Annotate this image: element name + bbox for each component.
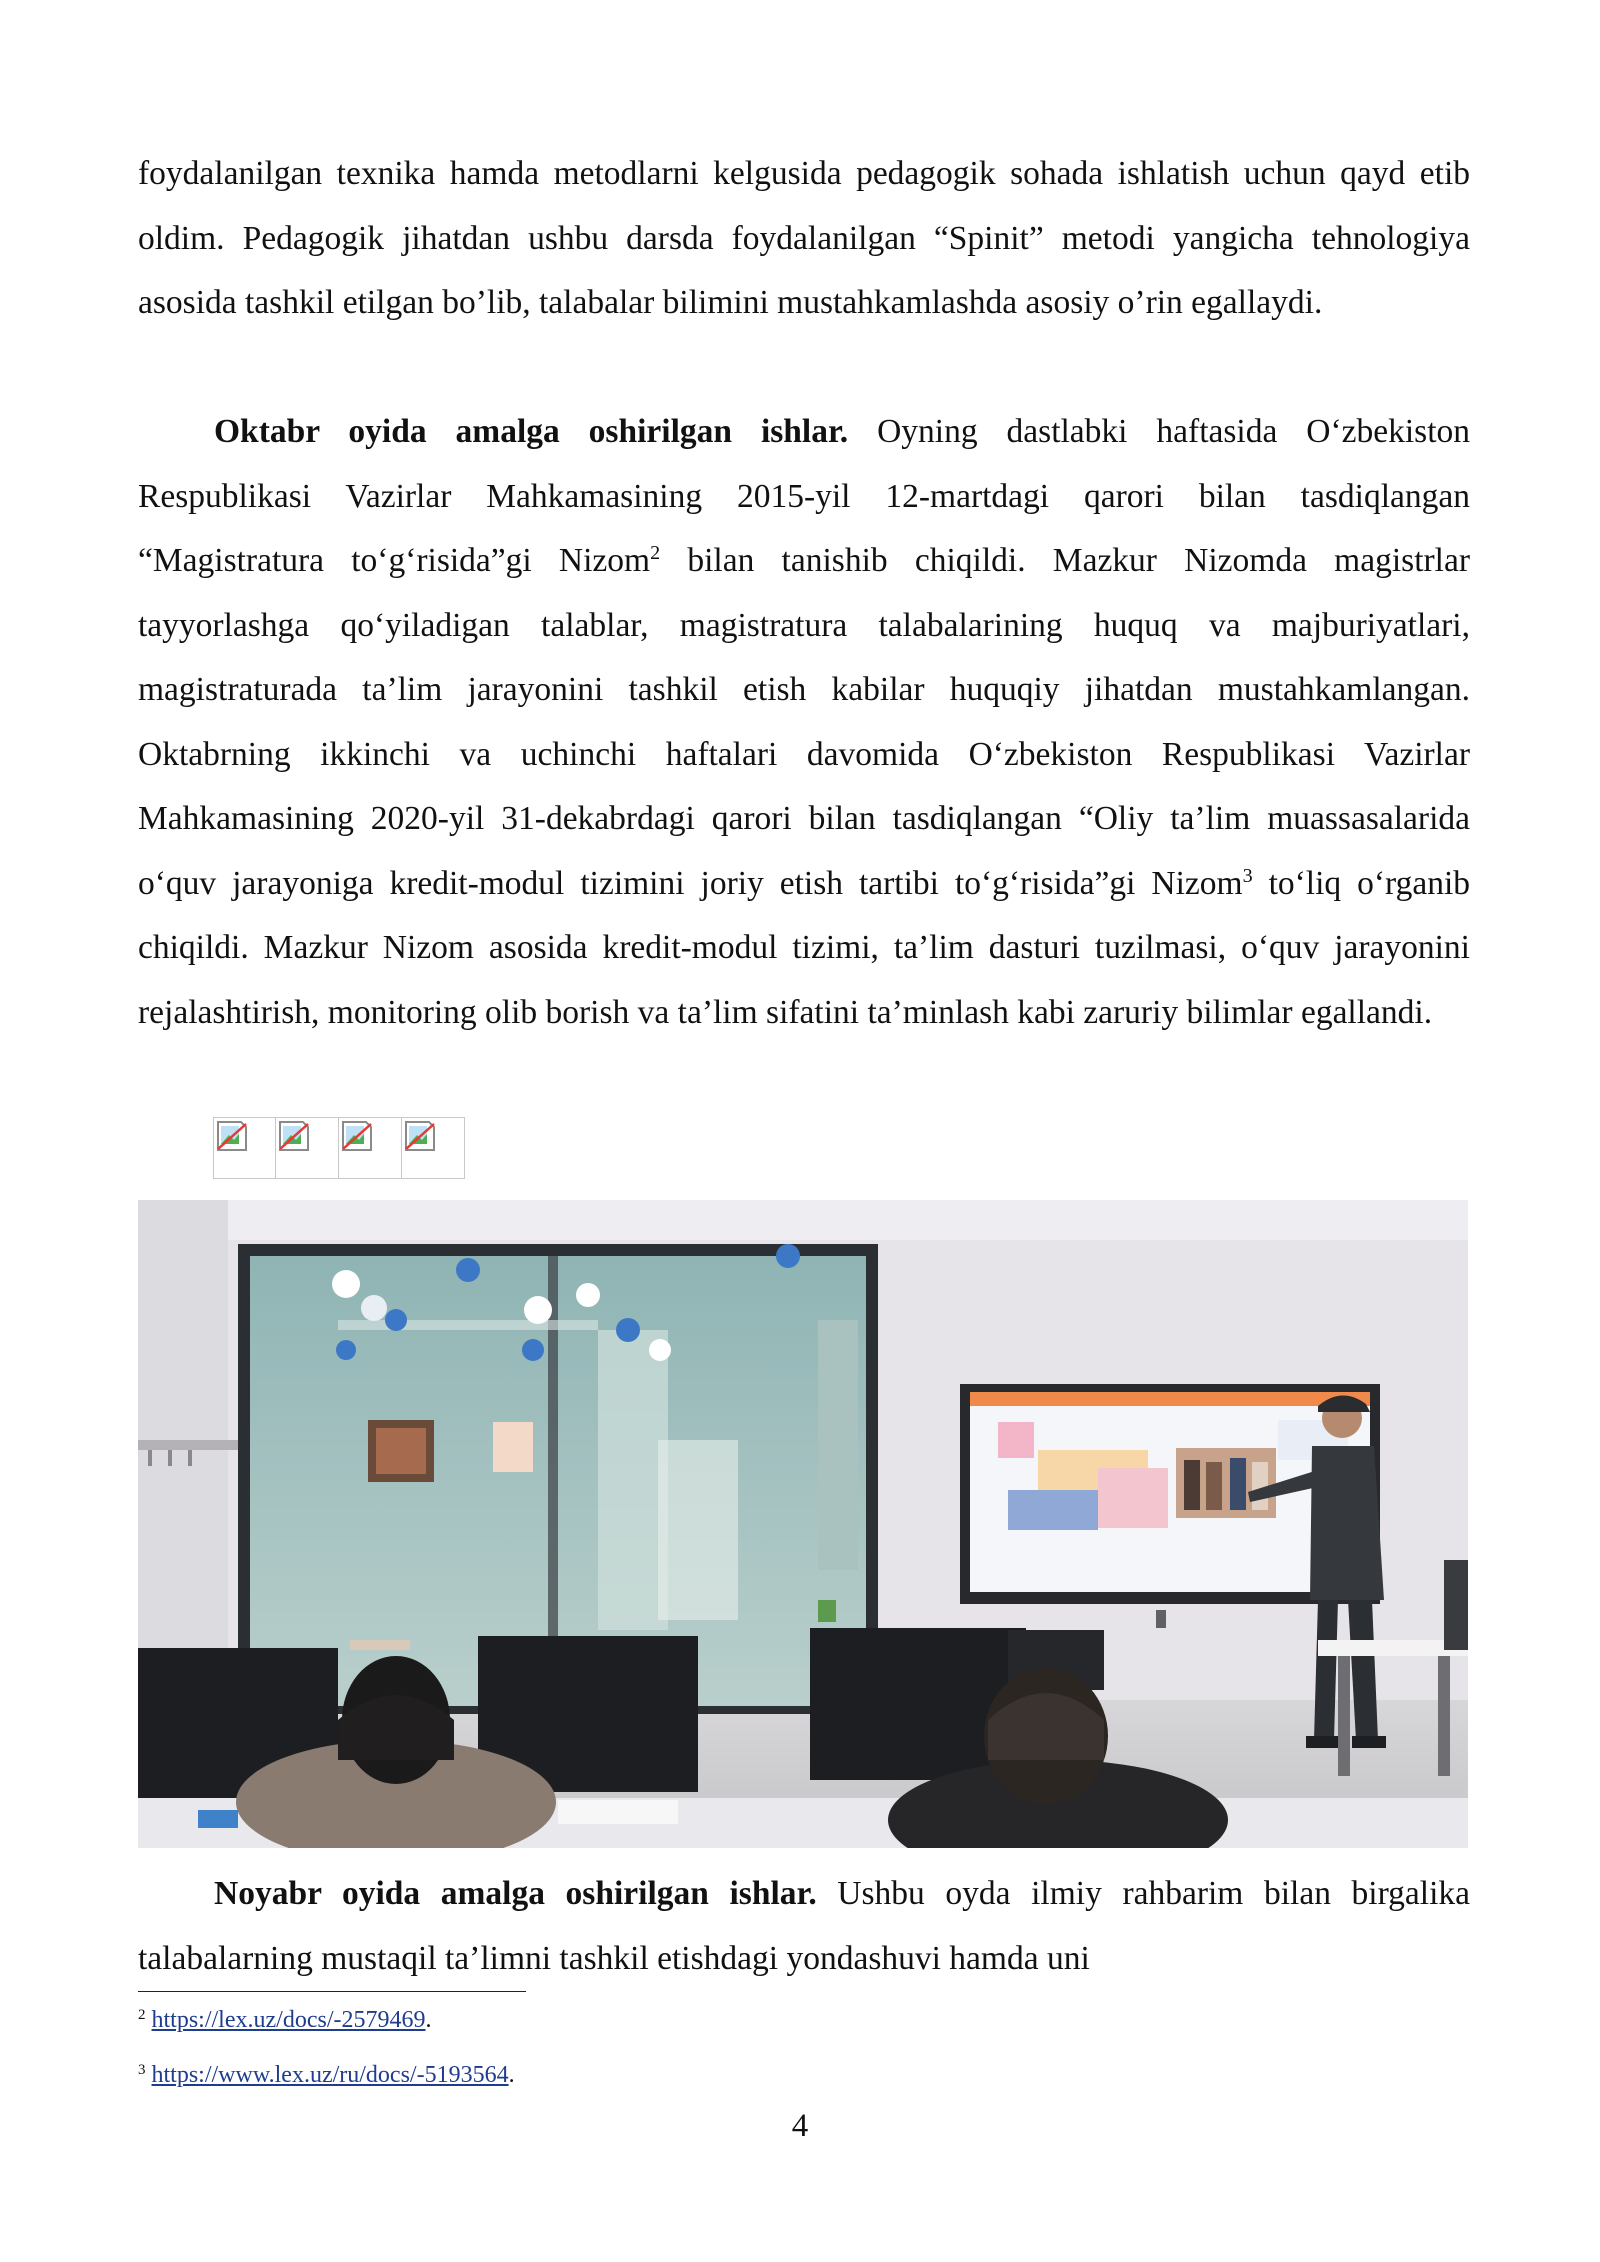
footnote-ref-2[interactable]: 2 [650,541,661,564]
page-number: 4 [791,2108,809,2144]
footnote-tail: . [508,2062,515,2088]
october-text-c: to‘liq o‘rganib chiqildi. Mazkur Nizom asosida kredit-modul tizimi, ta’lim dasturi tuzilmasi, o‘quv jarayonini rejalashtirish, monitoring olib borish va ta’lim sifatini ta’minlash kabi zaruriy bilimlar egallandi. [138,864,1470,1031]
october-heading: Oktabr oyida amalga oshirilgan ishlar. [214,413,849,450]
footnote-mark: 3 [138,2062,146,2078]
footnote-link[interactable]: https://lex.uz/docs/-2579469 [151,2007,426,2033]
footnote-ref-3[interactable]: 3 [1242,864,1253,887]
paragraph-intro-text: foydalanilgan texnika hamda metodlarni kelgusida pedagogik sohada ishlatish uchun qayd etib oldim. Pedagogik jihatdan ushbu darsda foydalanilgan “Spinit” metodi yangicha tehnologiya asosida tashkil etilgan bo’lib, talabalar bilimini mustahkamlashda asosiy o’rin egallaydi. [138,155,1470,321]
footnote-link[interactable]: https://www.lex.uz/ru/docs/-5193564 [151,2062,509,2088]
october-text-b: bilan tanishib chiqildi. Mazkur Nizomda magistrlar tayyorlashga qo‘yiladigan talablar, magistratura talabalarining huquq va majburiyatlari, magistraturada ta’lim jarayonini tashkil etish kabilar huquqiy jihatdan mustahkamlangan. Oktabrning ikkinchi va uchinchi haftalari davomida O‘zbekiston Respublikasi Vazirlar Mahkamasining 2020-yil 31-dekabrdagi qarori bilan tasdiqlangan “Oliy ta’lim muassasalarida o‘quv jarayoniga kredit-modul tizimini joriy etish tartibi to‘g‘risida”gi Nizom [138,542,1470,902]
broken-image-icon [213,1117,276,1179]
broken-image-icon [276,1117,339,1179]
footnote-3 [138,2060,515,2090]
footnote-mark: 2 [138,2007,146,2023]
paragraph-october-text [138,400,1470,1045]
october-text-a: Oyning dastlabki haftasida O‘zbekiston Respublikasi Vazirlar Mahkamasining 2015-yil 12-martdagi qarori bilan tasdiqlangan “Magistratura to‘g‘risida”gi Nizom [138,413,1470,579]
footnote-tail: . [425,2007,432,2033]
broken-image-row [213,1117,465,1179]
paragraph-november-text [138,1862,1470,1991]
broken-image-icon [339,1117,402,1179]
november-heading: Noyabr oyida amalga oshirilgan ishlar. [214,1875,817,1912]
november-text: Ushbu oyda ilmiy rahbarim bilan birgalika talabalarning mustaqil ta’limni tashkil etishdagi yondashuvi hamda uni [138,1875,1471,1977]
footnote-separator [138,1991,526,1992]
paragraph-intro [138,142,1470,336]
classroom-photo [138,1200,1468,1848]
broken-image-icon [402,1117,465,1179]
footnote-2 [138,2005,431,2035]
paragraph-october [138,400,1470,1045]
paragraph-november [138,1862,1470,1991]
